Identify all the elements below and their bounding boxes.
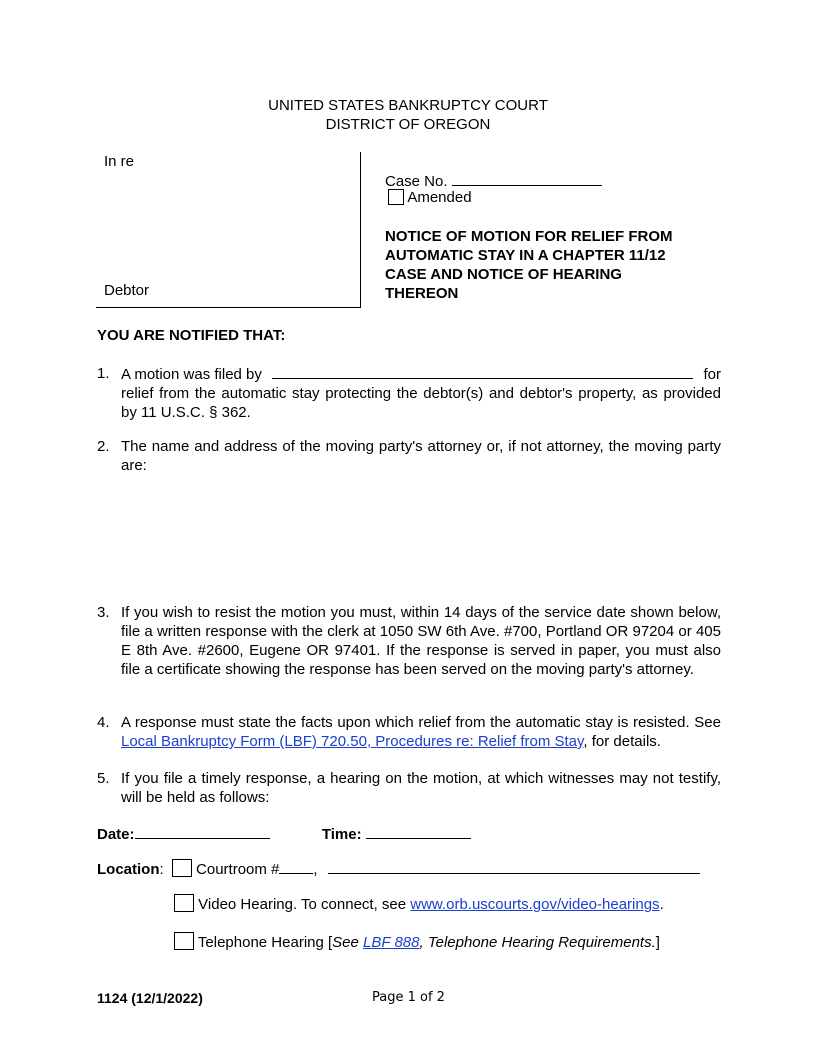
time-input[interactable] [366, 824, 471, 839]
date-label: Date: [97, 826, 135, 843]
item-number: 2. [97, 438, 110, 455]
caption-underline [96, 307, 360, 308]
court-header [0, 96, 816, 134]
item-1 [97, 364, 721, 422]
title-line: THEREON [385, 285, 459, 302]
item-4-body [121, 713, 721, 751]
courtroom-number-input[interactable] [279, 859, 313, 874]
telephone-hearing-label: Telephone Hearing [ [197, 934, 333, 951]
item-4 [97, 713, 721, 751]
title-line: NOTICE OF MOTION FOR RELIEF FROM [385, 228, 673, 245]
location-colon: : [159, 861, 164, 878]
case-number-label: Case No. [385, 173, 448, 190]
video-hearing-checkbox[interactable] [174, 894, 194, 912]
video-hearing-row [174, 894, 664, 913]
form-number: 1124 (12/1/2022) [97, 990, 203, 1006]
title-line: AUTOMATIC STAY IN A CHAPTER 11/12 [385, 247, 666, 264]
video-hearings-link[interactable]: www.orb.uscourts.gov/video-hearings [410, 896, 660, 913]
item-4-after: , for details. [583, 733, 661, 750]
case-number-field [385, 171, 602, 190]
item-3-text: If you wish to resist the motion you must, within 14 days of the service date shown below, file a written response with the clerk at 1050 SW 6th Ave. #700, Portland OR 97204 or 405 E 8th Ave. #2600, Eugene OR 97401. If the response is served in paper, you must also file a certificate showing the response has been served on the moving party's attorney. [121, 604, 721, 678]
item-1-pre: A motion was filed by [121, 366, 262, 383]
amended-checkbox-row [388, 189, 472, 206]
item-2 [97, 437, 721, 475]
video-period: . [659, 896, 664, 913]
telephone-requirements-text: , Telephone Hearing Requirements. [419, 934, 656, 951]
item-number: 5. [97, 770, 110, 787]
courtroom-checkbox[interactable] [172, 859, 192, 877]
lbf-888-link[interactable]: LBF 888 [363, 934, 420, 951]
court-name: UNITED STATES BANKRUPTCY COURT [268, 97, 548, 114]
amended-checkbox[interactable] [388, 189, 404, 205]
item-5 [97, 769, 721, 807]
location-label: Location [97, 861, 160, 878]
district-name: DISTRICT OF OREGON [325, 116, 491, 133]
item-number: 4. [97, 714, 110, 731]
telephone-hearing-checkbox[interactable] [174, 932, 194, 950]
see-label: See [332, 934, 359, 951]
item-5-text: If you file a timely response, a hearing on the motion, at which witnesses may not testify, will be held as follows: [121, 770, 721, 806]
item-number: 1. [97, 365, 110, 382]
page-number: Page 1 of 2 [372, 990, 445, 1005]
item-2-text: The name and address of the moving party's attorney or, if not attorney, the moving party are: [121, 438, 721, 474]
item-4-text: A response must state the facts upon which relief from the automatic stay is resisted. See [121, 714, 721, 731]
moving-party-input[interactable] [272, 364, 694, 379]
amended-label: Amended [407, 189, 472, 206]
item-number: 3. [97, 604, 110, 621]
title-line: CASE AND NOTICE OF HEARING [385, 266, 622, 283]
debtor-label: Debtor [104, 282, 150, 299]
video-hearing-label: Video Hearing. To connect, see [198, 896, 407, 913]
courtroom-location-input[interactable] [328, 859, 700, 874]
notified-heading: YOU ARE NOTIFIED THAT: [97, 327, 286, 344]
item-1-post: for [703, 366, 721, 383]
telephone-close-bracket: ] [655, 934, 660, 951]
date-time-row [97, 824, 471, 843]
case-number-input[interactable] [452, 171, 602, 186]
in-re-label: In re [104, 153, 135, 170]
item-3 [97, 603, 721, 679]
notice-title [385, 227, 715, 303]
courtroom-label: Courtroom # [196, 861, 280, 878]
date-input[interactable] [135, 824, 270, 839]
location-row [97, 859, 700, 878]
courtroom-comma: , [313, 861, 318, 878]
time-label: Time: [321, 826, 362, 843]
lbf-720-50-link[interactable]: Local Bankruptcy Form (LBF) 720.50, Procedures re: Relief from Stay [121, 733, 584, 750]
caption-divider [360, 152, 361, 308]
telephone-hearing-row [174, 932, 660, 951]
item-1-rest: relief from the automatic stay protecting the debtor(s) and debtor's property, as provided by 11 U.S.C. § 362. [121, 385, 721, 421]
